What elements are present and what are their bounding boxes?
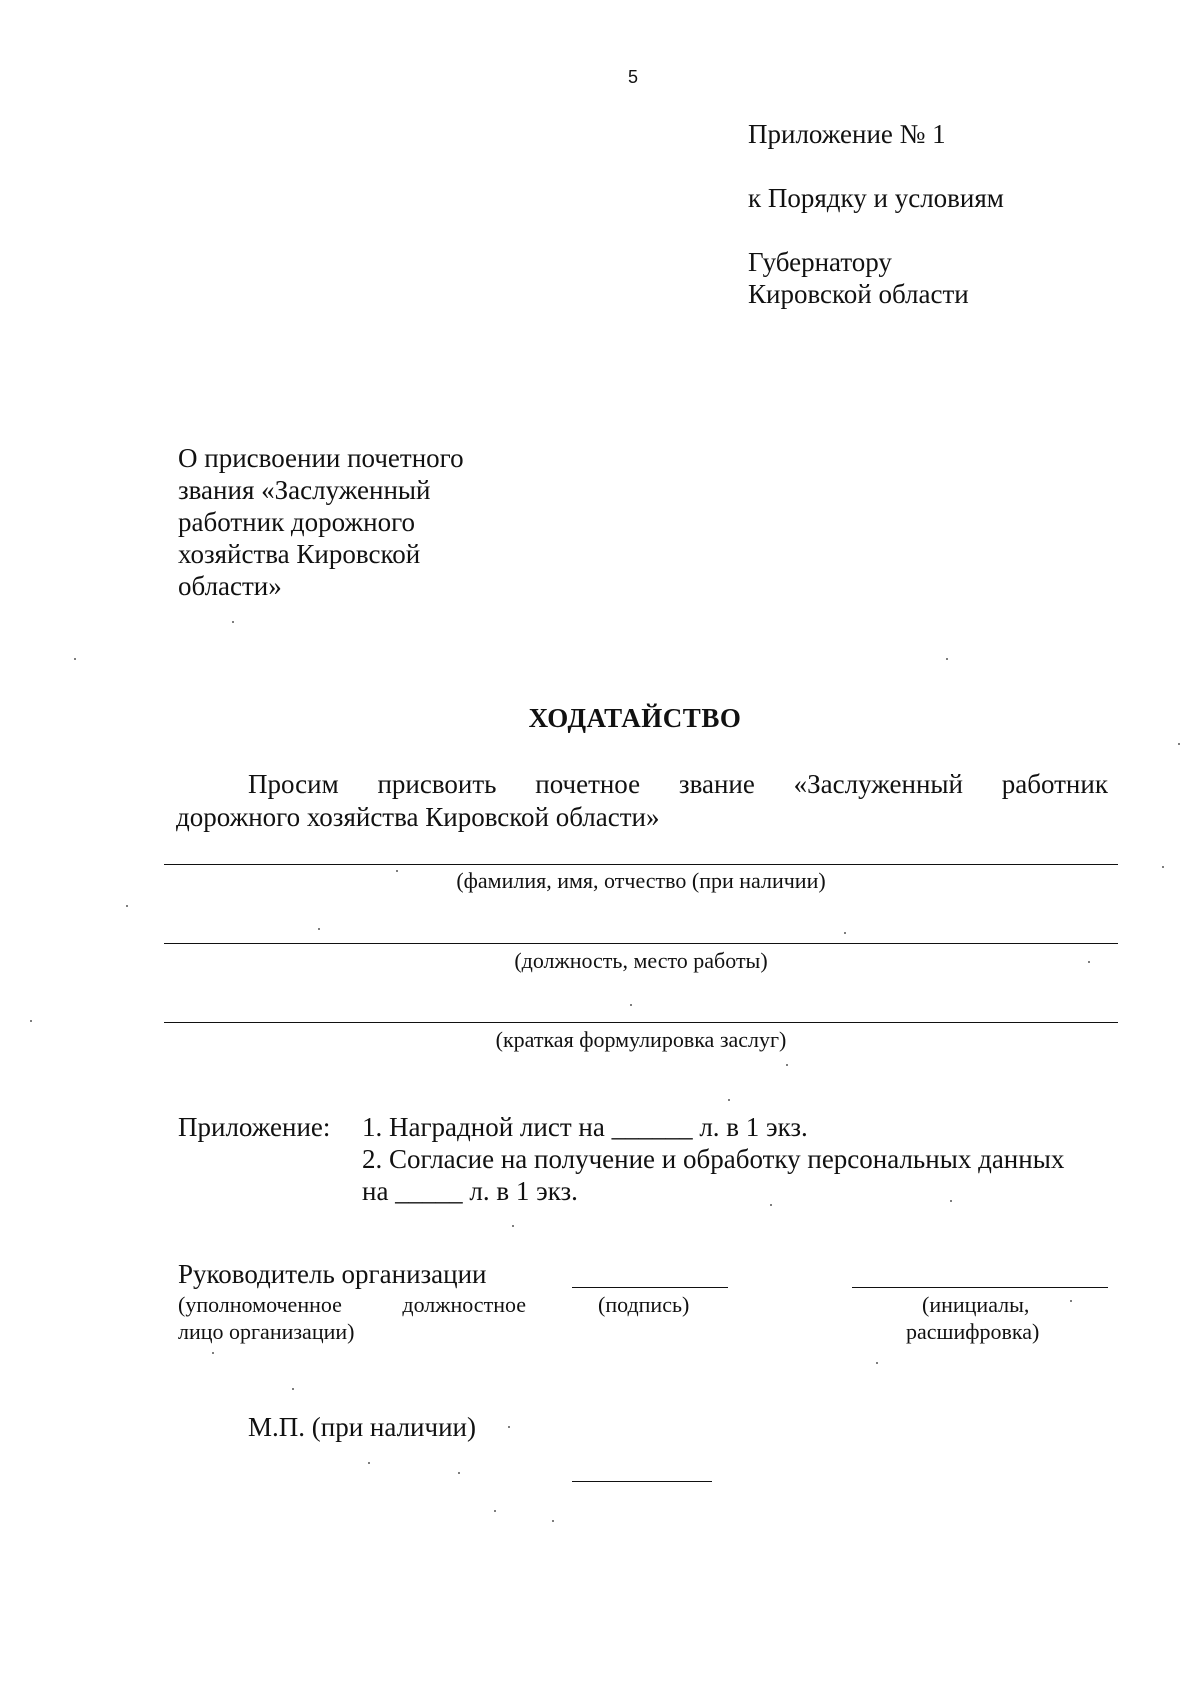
appendix-label: Приложение № 1: [748, 119, 946, 149]
scan-speck: [292, 1388, 294, 1390]
scan-speck: [212, 1352, 214, 1354]
scan-speck: [1178, 743, 1180, 745]
scan-speck: [232, 621, 234, 623]
scan-speck: [74, 658, 76, 660]
scan-speck: [844, 932, 846, 934]
document-title: ХОДАТАЙСТВО: [528, 703, 742, 733]
addressee-line-1: Губернатору: [748, 247, 892, 277]
subject-line-2: звания «Заслуженный: [178, 475, 431, 505]
addressee-line-2: Кировской области: [748, 279, 969, 309]
authorized-word: должностное: [402, 1292, 526, 1317]
body-word: Просим: [248, 769, 339, 799]
scan-speck: [630, 1004, 632, 1006]
authorized-person-line-1: [178, 1291, 526, 1318]
attachment-item-2-line-2: на _____ л. в 1 экз.: [362, 1176, 578, 1206]
scan-speck: [876, 1362, 878, 1364]
merits-field-line[interactable]: [164, 1022, 1118, 1023]
scan-speck: [1070, 1300, 1072, 1302]
scan-speck: [552, 1520, 554, 1522]
body-line-2: дорожного хозяйства Кировской области»: [176, 802, 660, 832]
fio-caption: (фамилия, имя, отчество (при наличии): [456, 868, 826, 893]
signature-caption: (подпись): [598, 1292, 690, 1317]
scan-speck: [946, 658, 948, 660]
scan-speck: [368, 1462, 370, 1464]
initials-caption-line-2: расшифровка): [906, 1319, 1040, 1344]
subject-line-1: О присвоении почетного: [178, 443, 464, 473]
body-word: звание: [678, 769, 755, 799]
signature-field-line[interactable]: [572, 1287, 728, 1288]
position-field-line[interactable]: [164, 943, 1118, 944]
initials-caption-line-1: (инициалы,: [922, 1292, 1030, 1317]
subject-line-3: работник дорожного: [178, 507, 416, 537]
position-caption: (должность, место работы): [514, 948, 768, 973]
scan-speck: [126, 905, 128, 907]
scan-speck: [30, 1020, 32, 1022]
scan-speck: [770, 1204, 772, 1206]
merits-caption: (краткая формулировка заслуг): [495, 1027, 787, 1052]
signature-head: Руководитель организации: [178, 1259, 487, 1289]
initials-field-line[interactable]: [852, 1287, 1108, 1288]
body-word: работник: [1001, 769, 1108, 799]
authorized-person-line-2: лицо организации): [178, 1319, 355, 1344]
scan-speck: [1088, 961, 1090, 963]
closing-separator: [572, 1481, 712, 1482]
body-line-1: [248, 768, 1108, 800]
subject-line-5: области»: [178, 571, 282, 601]
body-word: «Заслуженный: [793, 769, 963, 799]
body-word: присвоить: [377, 769, 497, 799]
subject-block: [178, 442, 464, 602]
scan-speck: [950, 1200, 952, 1202]
scan-speck: [1162, 866, 1164, 868]
scan-speck: [786, 1064, 788, 1066]
scan-speck: [728, 1099, 730, 1101]
attachment-item-1: 1. Наградной лист на ______ л. в 1 экз.: [362, 1112, 808, 1142]
authorized-word: (уполномоченное: [178, 1292, 342, 1317]
subject-line-4: хозяйства Кировской: [178, 539, 421, 569]
scan-speck: [396, 870, 398, 872]
stamp-label: М.П. (при наличии): [248, 1412, 476, 1442]
to-order-label: к Порядку и условиям: [748, 183, 1004, 213]
body-word: почетное: [535, 769, 641, 799]
fio-field-line[interactable]: [164, 864, 1118, 865]
scan-speck: [494, 1510, 496, 1512]
attachments-label: Приложение:: [178, 1112, 331, 1142]
scan-speck: [318, 928, 320, 930]
scan-speck: [508, 1426, 510, 1428]
scan-speck: [512, 1225, 514, 1227]
page-number: 5: [628, 67, 639, 87]
scan-speck: [458, 1472, 460, 1474]
attachment-item-2-line-1: 2. Согласие на получение и обработку персональных данных: [362, 1144, 1065, 1174]
